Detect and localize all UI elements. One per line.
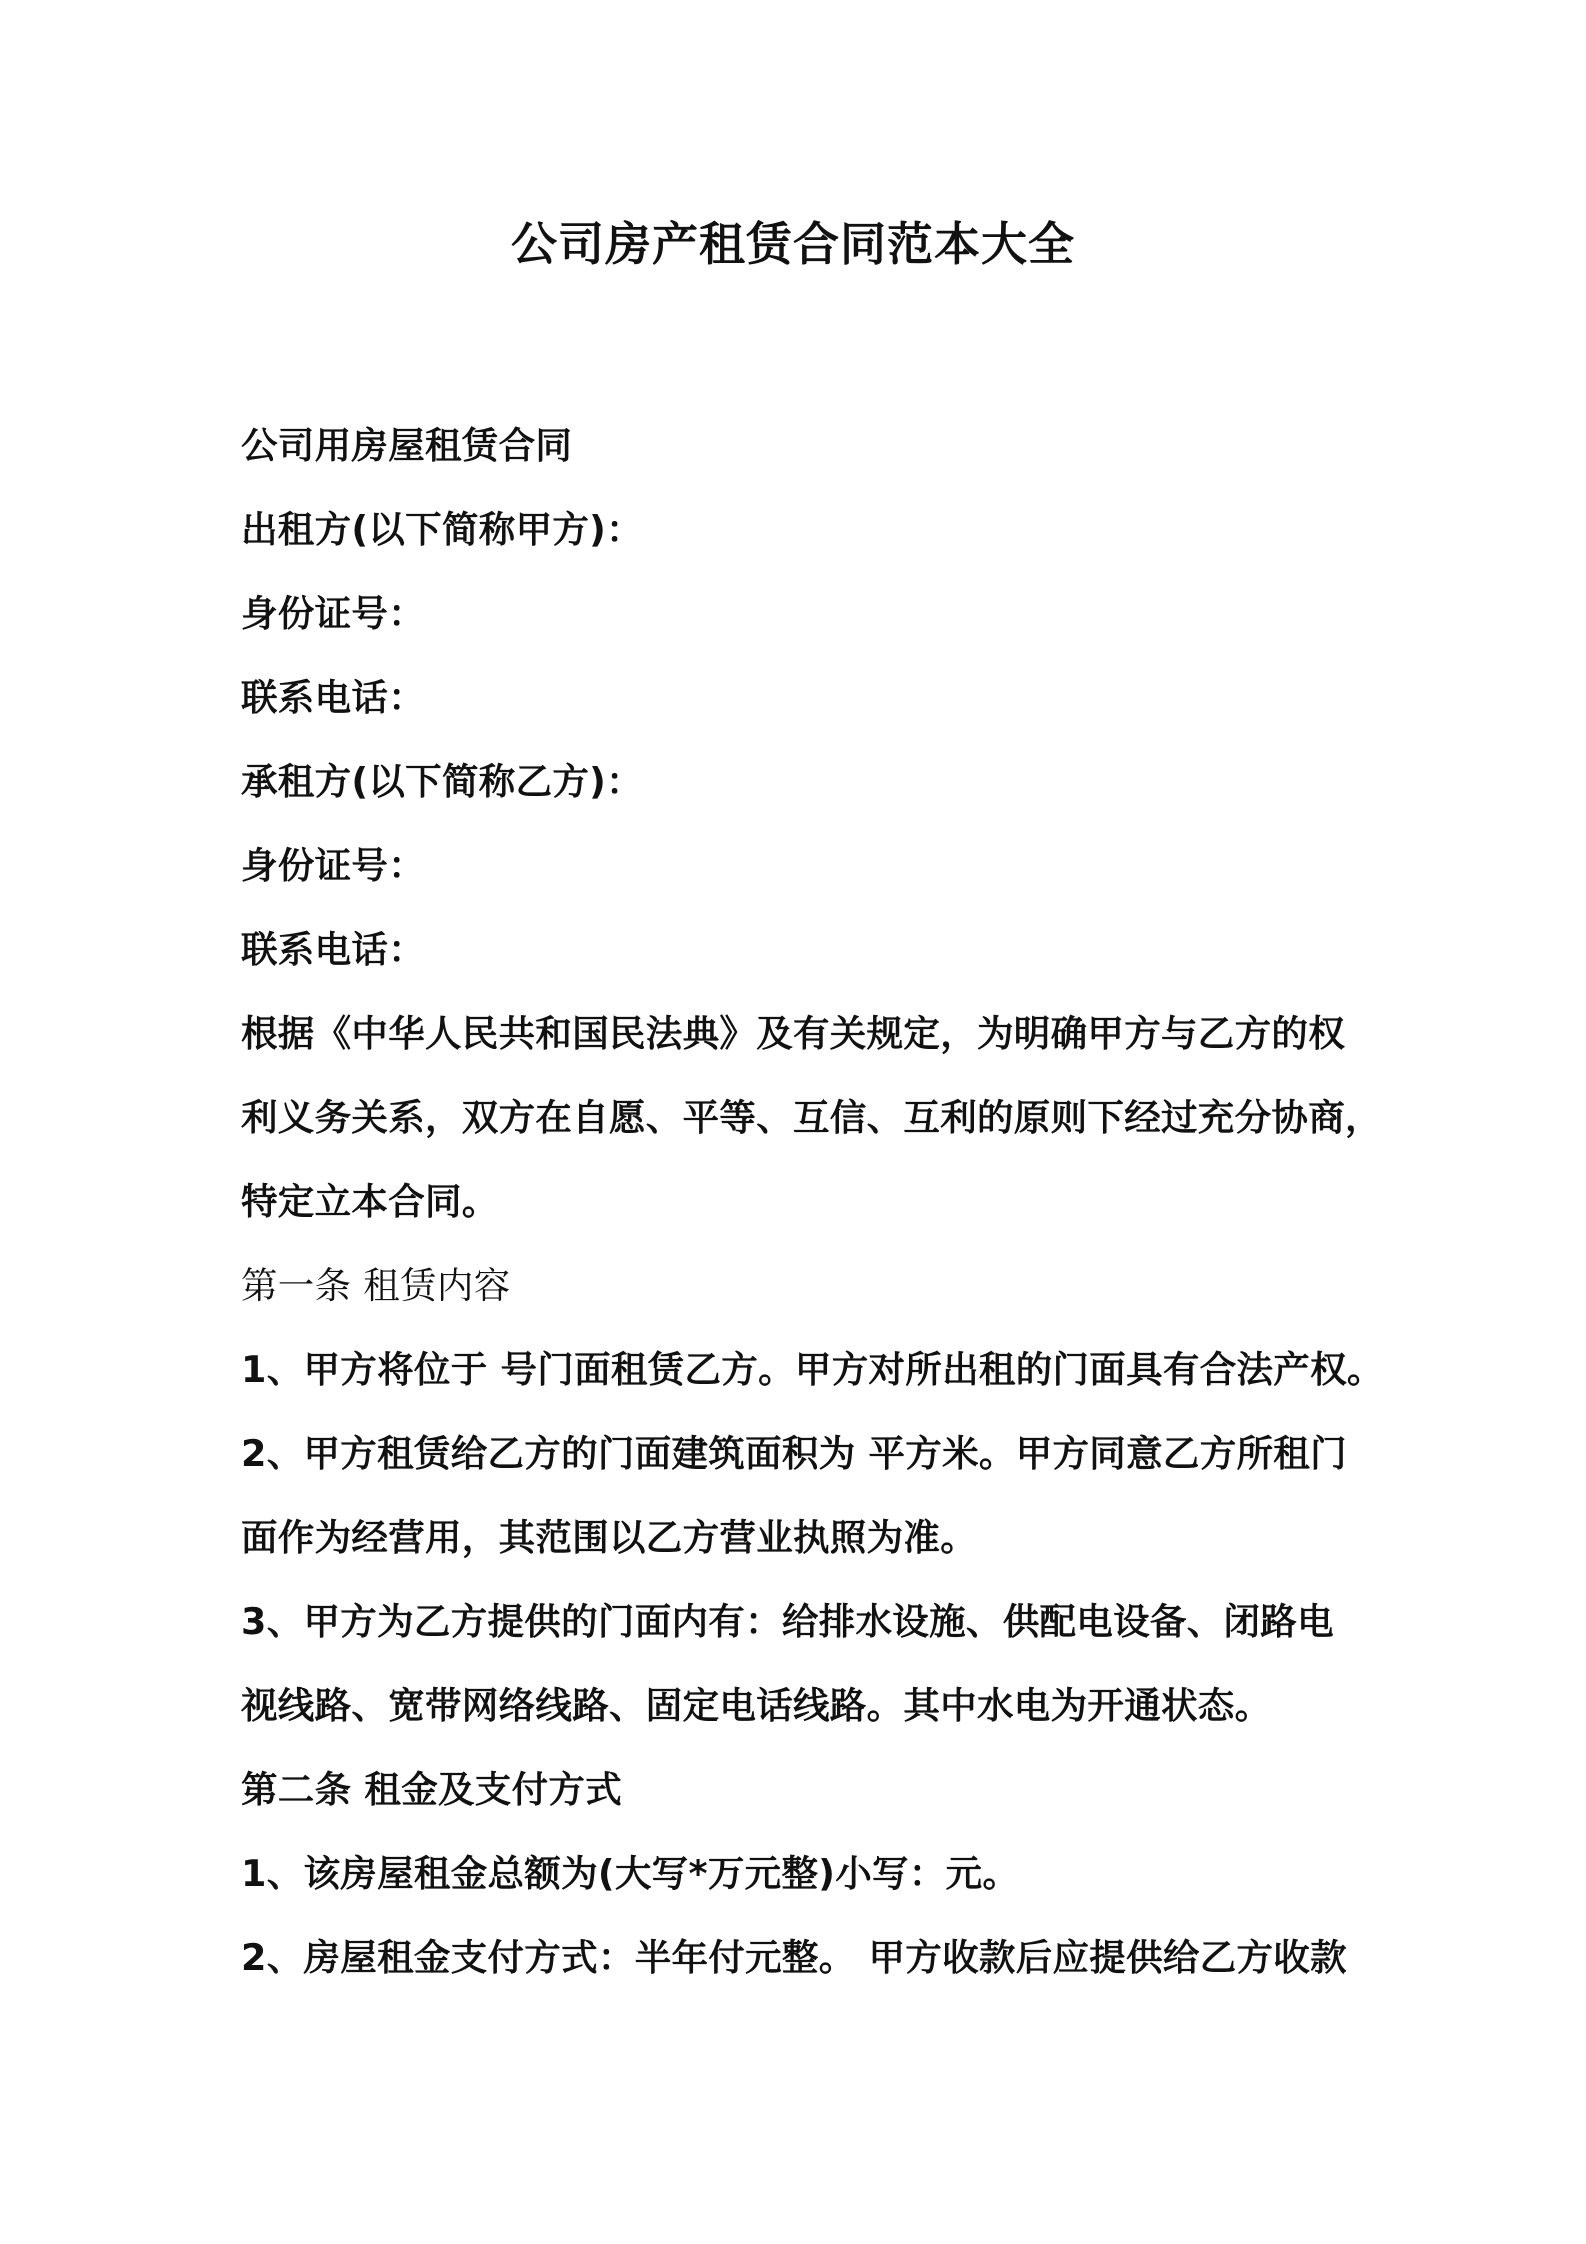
clause-line: 视线路、宽带网络线路、固定电话线路。其中水电为开通状态。 bbox=[241, 1684, 1272, 1727]
lessee-line: 承租方(以下简称乙方)： bbox=[241, 760, 643, 803]
preamble-line: 根据《中华人民共和国民法典》及有关规定，为明确甲方与乙方的权 bbox=[241, 1012, 1345, 1055]
clause-line: 1、该房屋租金总额为(大写*万元整)小写：元。 bbox=[241, 1852, 1020, 1895]
lessor-id-line: 身份证号： bbox=[241, 592, 425, 635]
clause-line: 面作为经营用，其范围以乙方营业执照为准。 bbox=[241, 1516, 977, 1559]
lessor-phone-line: 联系电话： bbox=[241, 676, 425, 719]
clause-line: 3、甲方为乙方提供的门面内有：给排水设施、供配电设备、闭路电 bbox=[241, 1600, 1334, 1643]
lessee-phone-line: 联系电话： bbox=[241, 928, 425, 971]
preamble-line: 利义务关系，双方在自愿、平等、互信、互利的原则下经过充分协商， bbox=[241, 1096, 1382, 1139]
document-body bbox=[241, 404, 1384, 2000]
lessor-line: 出租方(以下简称甲方)： bbox=[241, 508, 643, 551]
clause-line: 2、甲方租赁给乙方的门面建筑面积为 平方米。甲方同意乙方所租门 bbox=[241, 1432, 1347, 1475]
clause-line: 1、甲方将位于 号门面租赁乙方。甲方对所出租的门面具有合法产权。 bbox=[241, 1348, 1384, 1391]
contract-subtitle: 公司用房屋租赁合同 bbox=[241, 424, 573, 467]
lessee-id-line: 身份证号： bbox=[241, 844, 425, 887]
document-title: 公司房产租赁合同范本大全 bbox=[511, 217, 1075, 271]
preamble-line: 特定立本合同。 bbox=[241, 1180, 499, 1223]
article-heading: 第一条 租赁内容 bbox=[241, 1264, 511, 1307]
article-heading: 第二条 租金及支付方式 bbox=[241, 1768, 623, 1811]
clause-line: 2、房屋租金支付方式：半年付元整。 甲方收款后应提供给乙方收款 bbox=[241, 1936, 1347, 1979]
